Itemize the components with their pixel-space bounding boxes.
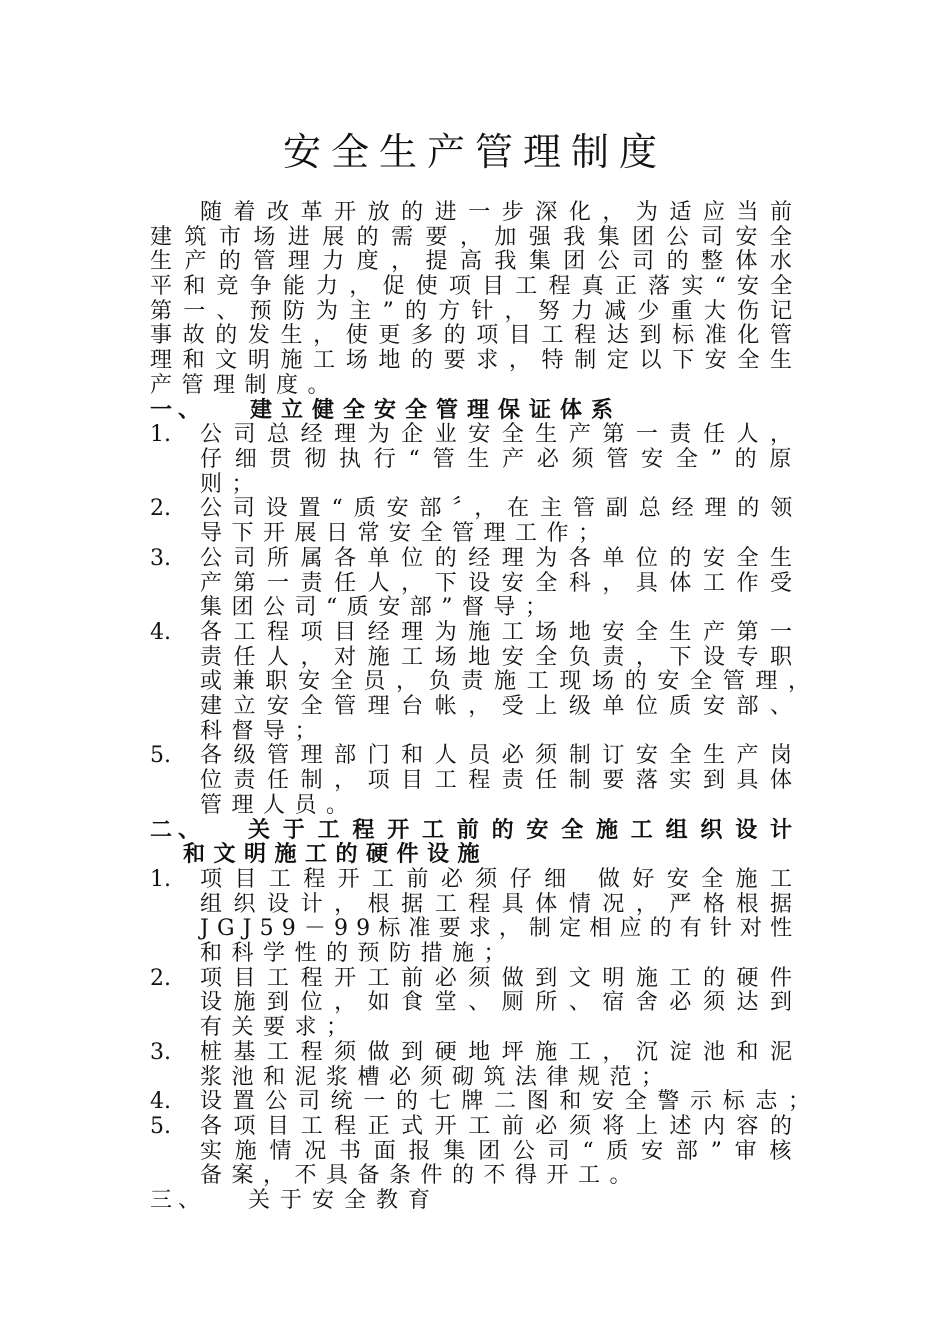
- list-item-line: 各工程项目经理为施工场地安全生产第一: [200, 620, 804, 645]
- list-item-number: 2.: [150, 966, 171, 991]
- intro-line: 随着改革开放的进一步深化，为适应当前: [200, 200, 804, 225]
- intro-line: 产管理制度。: [150, 373, 340, 398]
- list-item-line: 管理人员。: [200, 793, 358, 818]
- list-item-line: 设施到位，如食堂、厕所、宿舍必须达到: [200, 990, 804, 1015]
- section-heading: 关于安全教育: [248, 1188, 441, 1213]
- list-item-line: 集团公司“质安部”督导；: [200, 595, 557, 620]
- list-item-line: 和科学性的预防措施；: [200, 941, 516, 966]
- list-item-number: 4.: [150, 1089, 171, 1114]
- list-item-line: 浆池和泥浆槽必须砌筑法律规范；: [200, 1065, 673, 1090]
- list-item-line: 项目工程开工前必须做到文明施工的硬件: [200, 966, 804, 991]
- intro-line: 生产的管理力度，提高我集团公司的整体水: [150, 249, 805, 274]
- section-number: 二、: [150, 817, 207, 843]
- intro-line: 第一、预防为主”的方针，努力减少重大伤记: [150, 299, 804, 324]
- list-item-number: 1.: [150, 867, 171, 892]
- intro-line: 事故的发生，使更多的项目工程达到标准化管: [150, 323, 803, 348]
- section-heading: 和文明施工的硬件设施: [183, 841, 489, 867]
- list-item-line: 建立安全管理台帐，受上级单位质安部、: [200, 694, 804, 719]
- intro-line: 建筑市场进展的需要，加强我集团公司安全: [150, 225, 805, 250]
- list-item-number: 3.: [150, 1040, 171, 1065]
- list-item-number: 1.: [150, 422, 171, 447]
- list-item-number: 3.: [150, 546, 171, 571]
- list-item-line: 位责任制，项目工程责任制要落实到具体: [200, 768, 804, 793]
- list-item-line: 设置公司统一的七牌二图和安全警示标志；: [200, 1089, 821, 1114]
- list-item-line: 各项目工程正式开工前必须将上述内容的: [200, 1114, 804, 1139]
- intro-line: 平和竞争能力，促使项目工程真正落实“安全: [150, 274, 804, 299]
- list-item-line: 公司总经理为企业安全生产第一责任人，: [200, 422, 804, 447]
- list-item-number: 2.: [150, 496, 171, 521]
- list-item-line: 实施情况书面报集团公司“质安部”审核: [200, 1139, 805, 1164]
- section-number: 一、: [150, 397, 207, 423]
- list-item-line: 科督导；: [200, 719, 327, 744]
- list-item-line: 备案，不具备条件的不得开工。: [200, 1163, 642, 1188]
- list-item-line: 仔细贯彻执行“管生产必须管安全”的原: [200, 447, 805, 472]
- intro-line: 理和文明施工场地的要求，特制定以下安全生: [150, 348, 803, 373]
- list-item-number: 4.: [150, 620, 171, 645]
- section-number: 三、: [150, 1188, 207, 1213]
- list-item-line: 各级管理部门和人员必须制订安全生产岗: [200, 743, 804, 768]
- list-item-number: 5.: [150, 743, 171, 768]
- list-item-line: 公司所属各单位的经理为各单位的安全生: [200, 546, 804, 571]
- section-heading: 关于工程开工前的安全施工组织设计: [248, 817, 805, 843]
- document-title: 安全生产管理制度: [282, 130, 667, 174]
- list-item-line: 责任人，对施工场地安全负责，下设专职: [200, 645, 804, 670]
- list-item-line: 则；: [200, 472, 264, 497]
- list-item-line: JGJ59－99标准要求，制定相应的有针对性: [200, 916, 801, 941]
- list-item-line: 有关要求；: [200, 1015, 358, 1040]
- list-item-line: 组织设计，根据工程具体情况，严格根据: [200, 892, 804, 917]
- list-item-line: 产第一责任人，下设安全科，具体工作受: [200, 571, 804, 596]
- section-heading: 建立健全安全管理保证体系: [250, 397, 623, 423]
- list-item-line: 项目工程开工前必须仔细 做好安全施工: [200, 867, 805, 892]
- list-item-line: 导下开展日常安全管理工作；: [200, 521, 610, 546]
- list-item-line: 或兼职安全员，负责施工现场的安全管理，: [200, 669, 821, 694]
- list-item-line: 桩基工程须做到硬地坪施工，沉淀池和泥: [200, 1040, 804, 1065]
- list-item-number: 5.: [150, 1114, 171, 1139]
- list-item-line: 公司设置“质安部〞，在主管副总经理的领: [200, 496, 804, 521]
